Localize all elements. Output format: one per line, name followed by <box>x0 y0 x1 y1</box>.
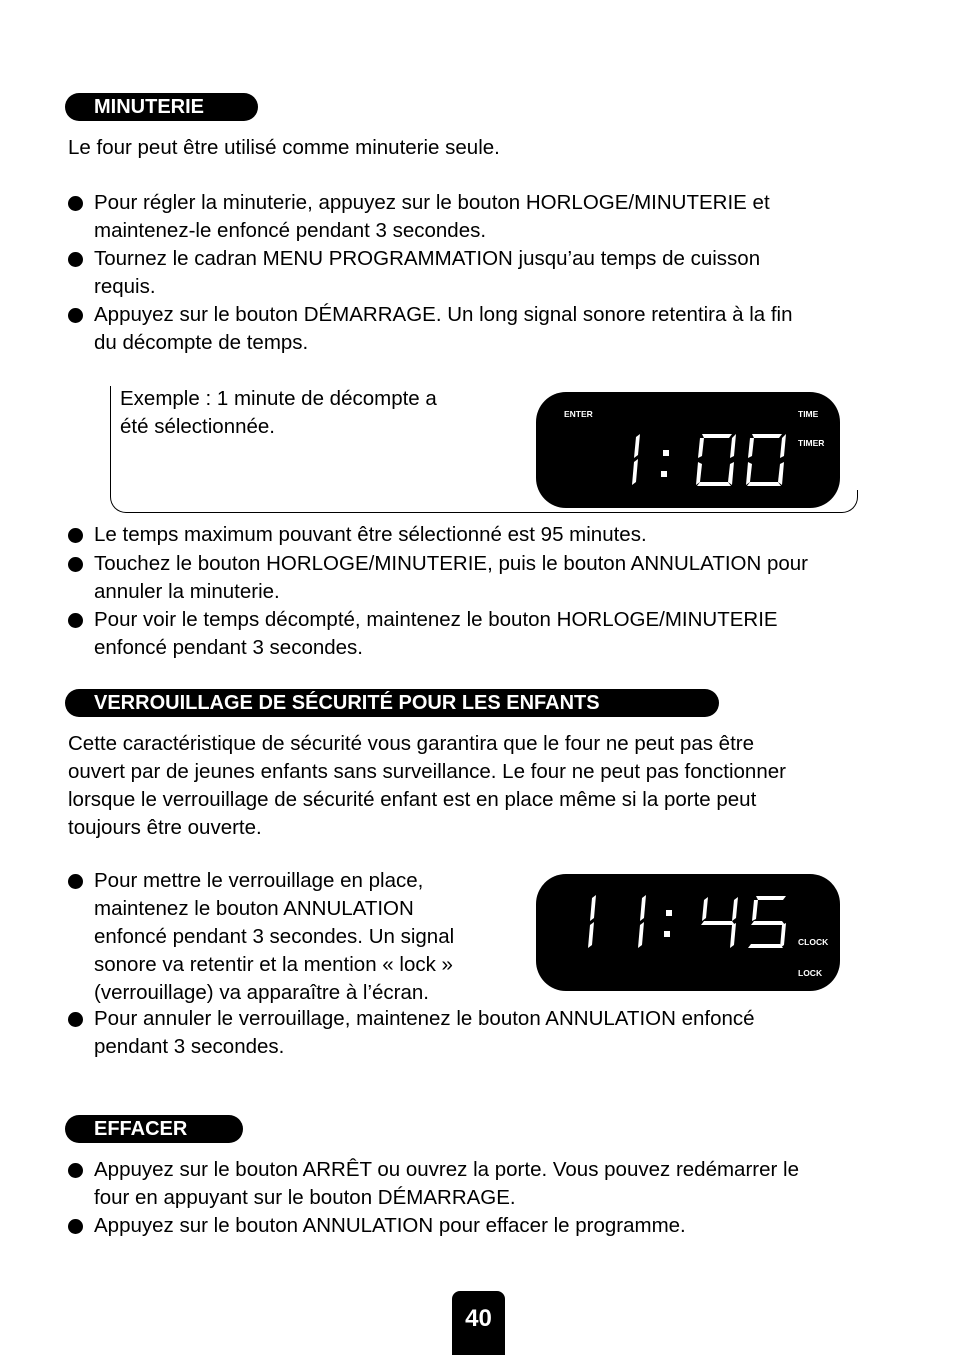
bullet-icon <box>68 1219 83 1234</box>
lock-display <box>536 874 840 991</box>
enter-label: ENTER <box>564 409 593 419</box>
seven-segment-digits <box>588 895 786 948</box>
bullet-icon <box>68 196 83 211</box>
bullet-icon <box>68 874 83 889</box>
timer-display <box>536 392 840 508</box>
lock-display-graphic <box>536 874 840 991</box>
lock-label: LOCK <box>798 968 823 978</box>
clock-label: CLOCK <box>798 937 829 947</box>
section-heading-verrouillage: VERROUILLAGE DE SÉCURITÉ POUR LES ENFANTS <box>65 689 719 717</box>
section-heading-effacer: EFFACER <box>65 1115 243 1143</box>
time-label: TIME <box>798 409 819 419</box>
minuterie-intro: Le four peut être utilisé comme minuterie seule. <box>68 136 500 159</box>
section-heading-minuterie: MINUTERIE <box>65 93 258 121</box>
bullet-icon <box>68 1163 83 1178</box>
example-caption: Exemple : 1 minute de décompte a été sélectionnée. <box>120 387 437 438</box>
timer-label: TIMER <box>798 438 825 448</box>
bullet-icon <box>68 557 83 572</box>
seven-segment-digits <box>632 434 786 486</box>
page-number: 40 <box>452 1291 505 1355</box>
bullet-icon <box>68 528 83 543</box>
verrouillage-paragraph: Cette caractéristique de sécurité vous garantira que le four ne peut pas être ouvert par de jeunes enfants sans surveillance. Le four ne peut pas fonctionner lorsque le verrouillage de sécurité enfant est en place même si la porte peut toujours être ouverte. <box>68 732 786 839</box>
bullet-icon <box>68 613 83 628</box>
bullet-icon <box>68 252 83 267</box>
timer-display-graphic <box>536 392 840 508</box>
bullet-icon <box>68 1012 83 1027</box>
bullet-icon <box>68 308 83 323</box>
